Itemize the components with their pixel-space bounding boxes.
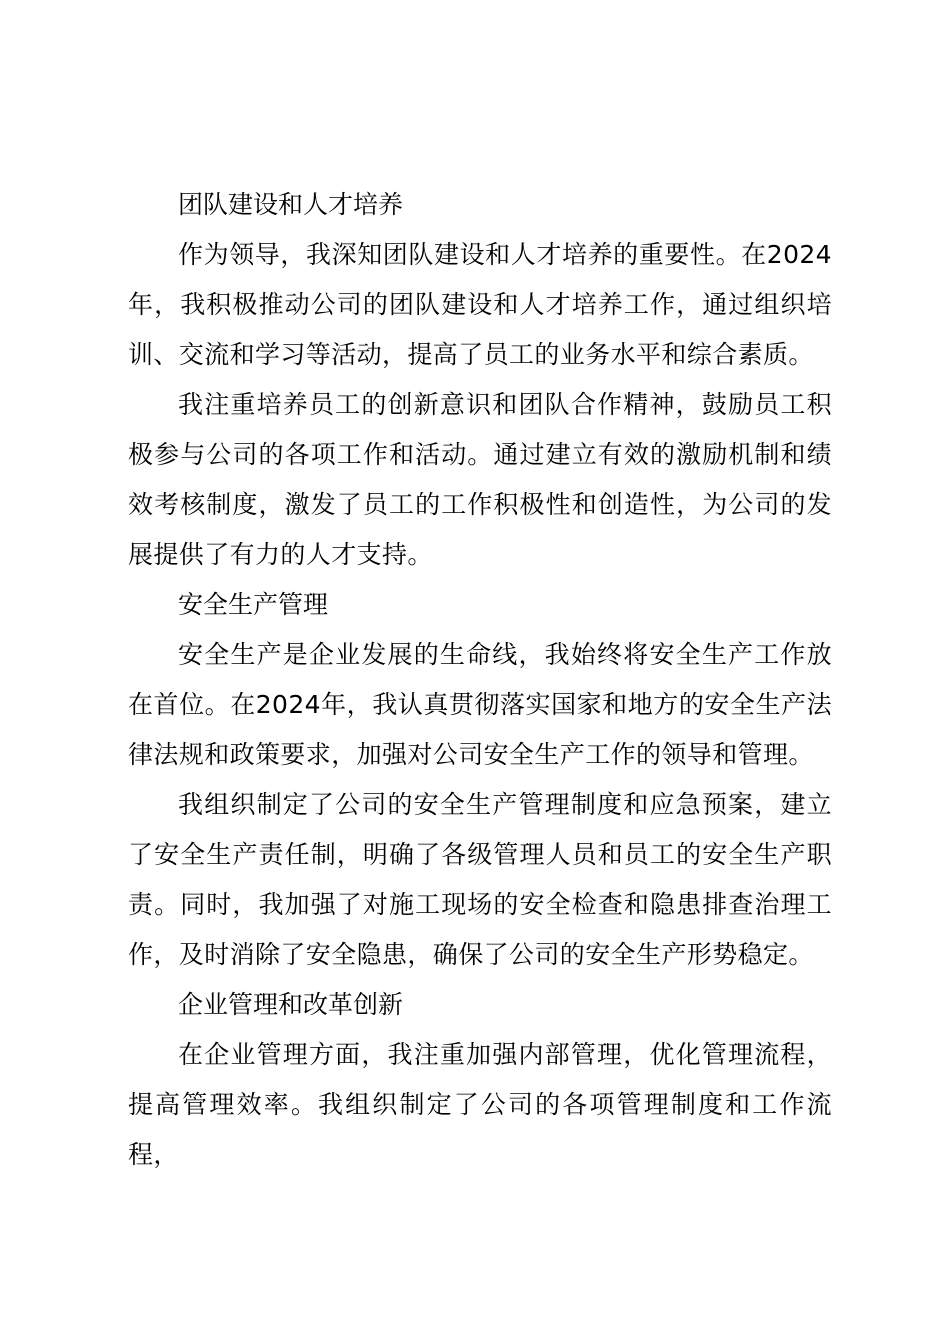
- section-heading: 企业管理和改革创新: [178, 990, 404, 1019]
- section-heading: 团队建设和人才培养: [178, 190, 404, 219]
- paragraph: 我注重培养员工的创新意识和团队合作精神，鼓励员工积极参与公司的各项工作和活动。通过建立有效的激励机制和绩效考核制度，激发了员工的工作积极性和创造性，为公司的发展提供了有力的人才支持。: [128, 390, 832, 569]
- paragraph: 作为领导，我深知团队建设和人才培养的重要性。在2024年，我积极推动公司的团队建设和人才培养工作，通过组织培训、交流和学习等活动，提高了员工的业务水平和综合素质。: [128, 240, 832, 369]
- document-page: [128, 180, 832, 1180]
- paragraph: 安全生产是企业发展的生命线，我始终将安全生产工作放在首位。在2024年，我认真贯彻落实国家和地方的安全生产法律法规和政策要求，加强对公司安全生产工作的领导和管理。: [128, 640, 832, 769]
- paragraph: 在企业管理方面，我注重加强内部管理，优化管理流程，提高管理效率。我组织制定了公司的各项管理制度和工作流程，: [128, 1040, 832, 1169]
- paragraph: 我组织制定了公司的安全生产管理制度和应急预案，建立了安全生产责任制，明确了各级管理人员和员工的安全生产职责。同时，我加强了对施工现场的安全检查和隐患排查治理工作，及时消除了安全隐患，确保了公司的安全生产形势稳定。: [128, 790, 832, 969]
- section-heading: 安全生产管理: [178, 590, 329, 619]
